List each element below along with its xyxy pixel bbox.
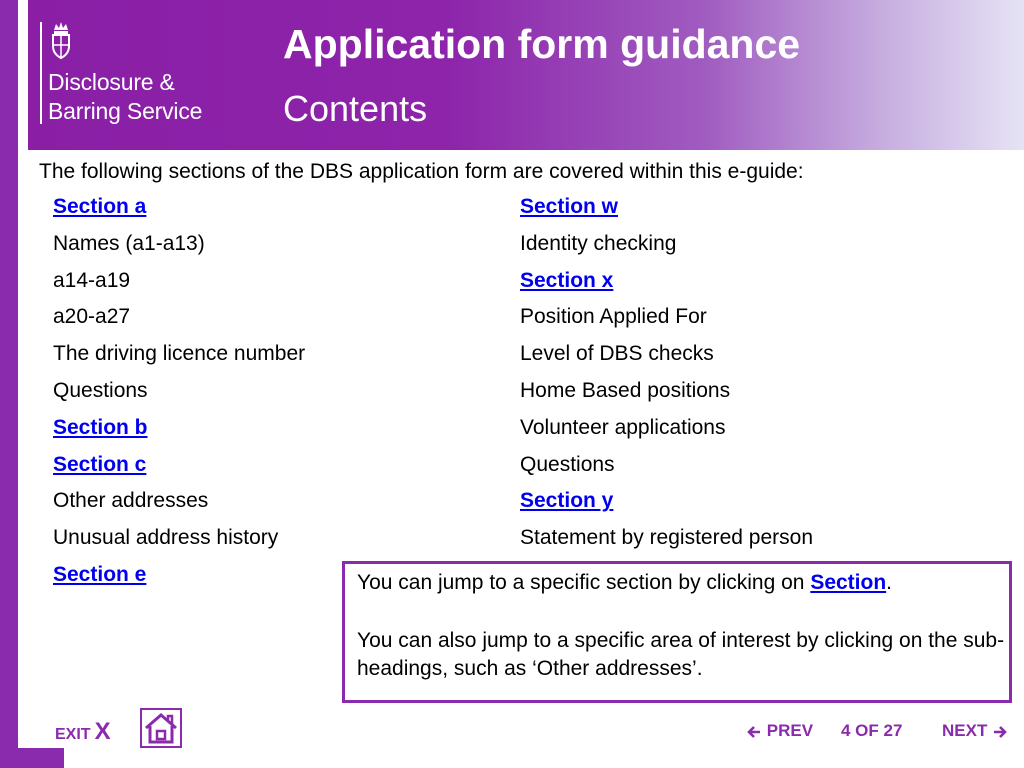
section-link-example[interactable]: Section (810, 571, 887, 594)
home-icon (142, 710, 180, 746)
page-subtitle: Contents (283, 88, 428, 129)
section-link[interactable]: Section b (53, 415, 148, 439)
subheading-link[interactable]: a14-a19 (53, 268, 131, 292)
section-link[interactable]: Section w (520, 195, 619, 218)
subheading-link[interactable]: Other addresses (53, 489, 209, 513)
subheading-link[interactable]: Position Applied For (520, 305, 707, 329)
contents-right-column (520, 193, 813, 561)
exit-x-icon: X (94, 718, 111, 745)
next-label: NEXT (942, 721, 988, 740)
subheading-link[interactable]: The driving licence number (53, 342, 306, 366)
subheading-link[interactable]: Level of DBS checks (520, 342, 714, 366)
section-link[interactable]: Section c (53, 452, 147, 476)
royal-crest-icon (48, 20, 74, 60)
subheading-link[interactable]: Unusual address history (53, 526, 279, 550)
subheading-link[interactable]: a20-a27 (53, 305, 131, 329)
home-button[interactable] (140, 708, 182, 748)
section-link[interactable]: Section x (520, 268, 614, 292)
arrow-left-icon (746, 725, 762, 739)
subheading-link[interactable]: Identity checking (520, 231, 677, 255)
help-text-2: You can also jump to a specific area of interest by clicking on the sub-headings, such as ‘Other addresses’. (357, 629, 1005, 680)
next-button[interactable] (942, 721, 1008, 741)
subheading-link[interactable]: Home Based positions (520, 378, 731, 402)
intro-text: The following sections of the DBS application form are covered within this e-guide: (39, 160, 804, 183)
subheading-link[interactable]: Statement by registered person (520, 526, 813, 550)
help-info-box (342, 561, 1012, 703)
subheading-link[interactable]: Questions (520, 452, 615, 476)
page-indicator: 4 OF 27 (841, 721, 903, 740)
prev-button[interactable] (746, 721, 813, 741)
contents-left-column (53, 193, 305, 598)
left-accent-bar (0, 0, 18, 768)
help-text-1-suffix: . (886, 571, 893, 594)
section-link[interactable]: Section a (53, 195, 147, 218)
dbs-logo (38, 14, 238, 134)
logo-text (48, 68, 202, 126)
corner-block (0, 748, 64, 768)
prev-label: PREV (766, 721, 814, 740)
arrow-right-icon (992, 725, 1008, 739)
logo-line-1: Disclosure & (48, 69, 175, 95)
header-banner (28, 0, 1024, 150)
section-link[interactable]: Section y (520, 489, 614, 513)
help-text-1 (357, 569, 1009, 597)
section-link[interactable]: Section e (53, 562, 147, 586)
subheading-link[interactable]: Volunteer applications (520, 415, 726, 439)
logo-line-2: Barring Service (48, 98, 203, 124)
help-text-1-prefix: You can jump to a specific section by clicking on (357, 571, 811, 594)
exit-label: EXIT (55, 726, 91, 743)
subheading-link[interactable]: Questions (53, 378, 148, 402)
page-title: Application form guidance (283, 21, 801, 67)
subheading-link[interactable]: Names (a1-a13) (53, 231, 205, 255)
logo-divider (40, 22, 42, 124)
exit-button[interactable] (55, 718, 111, 746)
